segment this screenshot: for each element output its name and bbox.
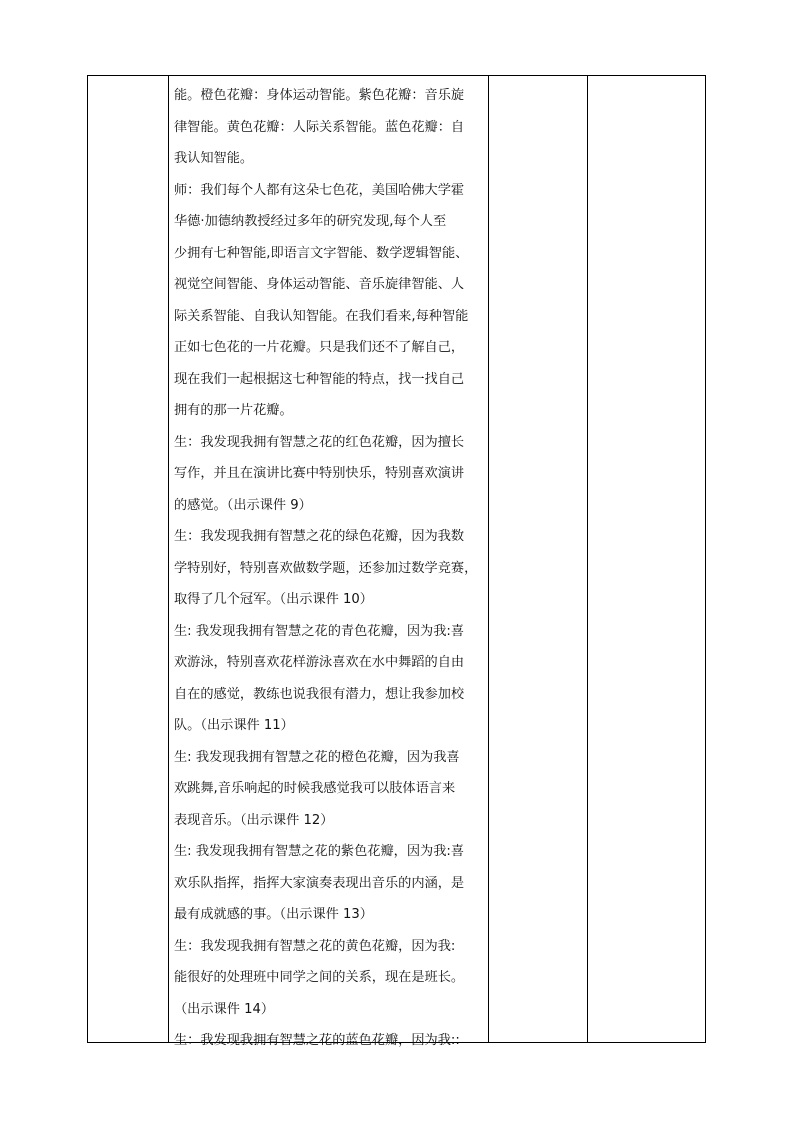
text-line: 欢乐队指挥，指挥大家演奏表现出音乐的内涵，是 <box>174 875 465 891</box>
paragraph-student-cyan <box>174 616 486 742</box>
paragraph-student-red <box>174 427 486 522</box>
text-line: 表现音乐。（出示课件 12） <box>174 812 334 828</box>
text-line: 际关系智能、自我认知智能。在我们看来,每种智能 <box>174 308 469 324</box>
teaching-process-cell <box>174 80 486 1057</box>
text-line: 写作，并且在演讲比赛中特别快乐，特别喜欢演讲 <box>174 466 465 481</box>
text-line: 的感觉。（出示课件 9） <box>174 497 312 513</box>
text-line: 生: 我发现我拥有智慧之花的紫色花瓣，因为我:喜 <box>174 844 465 859</box>
text-line: 生：我发现我拥有智慧之花的蓝色花瓣，因为我:: <box>174 1033 460 1048</box>
text-line: 现在我们一起根据这七种智能的特点，找一找自己 <box>174 371 465 387</box>
text-line: 视觉空间智能、身体运动智能、音乐旋律智能、人 <box>174 277 465 292</box>
text-line: 生：我发现我拥有智慧之花的黄色花瓣，因为我: <box>174 938 456 954</box>
paragraph-intelligence-colors <box>174 80 486 175</box>
paragraph-student-green <box>174 521 486 616</box>
column-divider-2 <box>488 76 489 1042</box>
text-line: （出示课件 14） <box>174 1001 275 1017</box>
text-line: 华德·加德纳教授经过多年的研究发现,每个人至 <box>174 214 447 229</box>
paragraph-teacher-remark <box>174 175 486 427</box>
text-line: 队。（出示课件 11） <box>174 718 294 733</box>
text-line: 我认知智能。 <box>174 151 254 166</box>
text-line: 生：我发现我拥有智慧之花的绿色花瓣，因为我数 <box>174 529 465 544</box>
column-divider-3 <box>587 76 588 1042</box>
text-line: 生：我发现我拥有智慧之花的红色花瓣，因为擅长 <box>174 434 465 450</box>
text-line: 自在的感觉，教练也说我很有潜力，想让我参加校 <box>174 686 465 702</box>
text-line: 能很好的处理班中同学之间的关系，现在是班长。 <box>174 970 465 985</box>
text-line: 最有成就感的事。（出示课件 13） <box>174 907 373 922</box>
text-line: 少拥有七种智能,即语言文字智能、数学逻辑智能、 <box>174 245 469 261</box>
text-line: 生: 我发现我拥有智慧之花的青色花瓣，因为我:喜 <box>174 623 465 639</box>
text-line: 律智能。黄色花瓣：人际关系智能。蓝色花瓣：自 <box>174 119 465 135</box>
text-line: 欢跳舞,音乐响起的时候我感觉我可以肢体语言来 <box>174 781 456 796</box>
text-line: 学特别好，特别喜欢做数学题，还参加过数学竞赛， <box>174 560 478 576</box>
text-line: 生: 我发现我拥有智慧之花的橙色花瓣，因为我喜 <box>174 749 460 765</box>
text-line: 拥有的那一片花瓣。 <box>174 403 293 418</box>
text-line: 欢游泳，特别喜欢花样游泳喜欢在水中舞蹈的自由 <box>174 655 465 670</box>
lesson-plan-table <box>87 75 706 1048</box>
text-line: 取得了几个冠军。（出示课件 10） <box>174 592 373 607</box>
paragraph-student-orange <box>174 742 486 837</box>
paragraph-student-blue <box>174 1025 486 1057</box>
text-line: 能。橙色花瓣：身体运动智能。紫色花瓣：音乐旋 <box>174 88 465 103</box>
paragraph-student-yellow <box>174 931 486 1026</box>
column-divider-1 <box>168 76 169 1042</box>
text-line: 师：我们每个人都有这朵七色花，美国哈佛大学霍 <box>174 182 465 198</box>
text-line: 正如七色花的一片花瓣。只是我们还不了解自己， <box>174 340 465 355</box>
paragraph-student-purple <box>174 836 486 931</box>
